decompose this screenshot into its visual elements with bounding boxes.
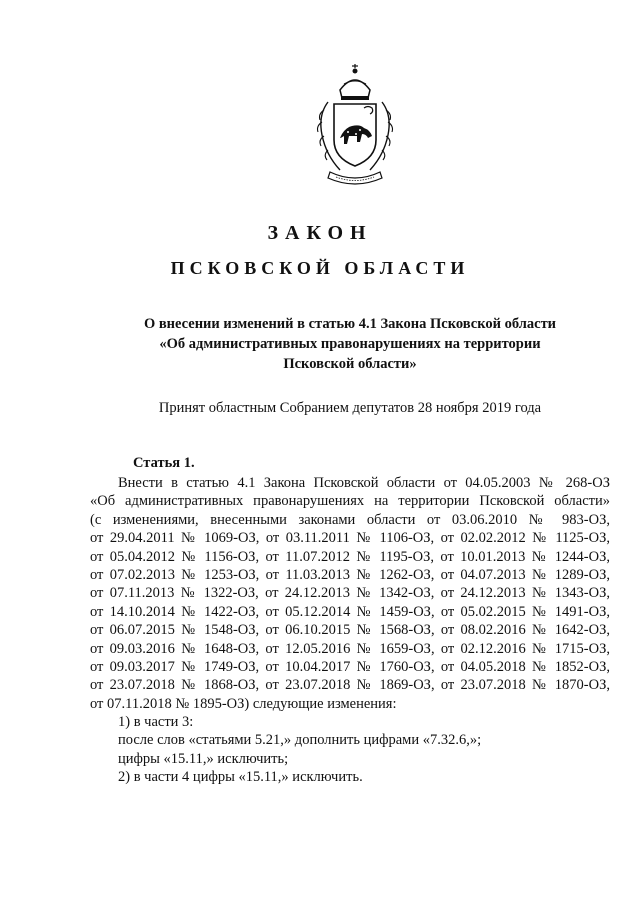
- amendment-item: после слов «статьями 5.21,» дополнить цифрами «7.32.6,»;: [118, 732, 482, 749]
- paragraph-line: (с изменениями, внесенными законами области от 03.06.2010 № 983-ОЗ,: [90, 511, 610, 528]
- amendment-item: 1) в части 3:: [118, 714, 194, 731]
- amendment-item: цифры «15.11,» исключить;: [118, 750, 289, 767]
- paragraph-line: от 09.03.2016 № 1648-ОЗ, от 12.05.2016 № 1659-ОЗ, от 02.12.2016 № 1715-ОЗ,: [90, 640, 610, 657]
- paragraph-line: от 05.04.2012 № 1156-ОЗ, от 11.07.2012 № 1195-ОЗ, от 10.01.2013 № 1244-ОЗ,: [90, 548, 610, 565]
- law-subject: [90, 314, 610, 374]
- paragraph-line: от 07.11.2018 № 1895-ОЗ) следующие изменения:: [90, 695, 397, 712]
- paragraph-line: от 14.10.2014 № 1422-ОЗ, от 05.12.2014 № 1459-ОЗ, от 05.02.2015 № 1491-ОЗ,: [90, 603, 610, 620]
- paragraph-line: от 07.11.2013 № 1322-ОЗ, от 24.12.2013 № 1342-ОЗ, от 24.12.2013 № 1343-ОЗ,: [90, 585, 610, 602]
- paragraph-line: Внести в статью 4.1 Закона Псковской области от 04.05.2003 № 268-ОЗ: [118, 475, 610, 491]
- adoption-note: Принят областным Собранием депутатов 28 ноября 2019 года: [158, 400, 542, 416]
- paragraph-line: от 07.02.2013 № 1253-ОЗ, от 11.03.2013 № 1262-ОЗ, от 04.07.2013 № 1289-ОЗ,: [90, 566, 610, 583]
- subject-line: «Об административных правонарушениях на территории: [159, 336, 541, 352]
- article-heading: Статья 1.: [133, 455, 195, 471]
- paragraph-line: «Об административных правонарушениях на территории Псковской области»: [90, 493, 610, 510]
- amendment-item: 2) в части 4 цифры «15.11,» исключить.: [118, 769, 363, 786]
- subject-line: Псковской области»: [283, 356, 417, 372]
- paragraph-line: от 23.07.2018 № 1868-ОЗ, от 23.07.2018 № 1869-ОЗ, от 23.07.2018 № 1870-ОЗ,: [90, 677, 610, 694]
- paragraph-line: от 06.07.2015 № 1548-ОЗ, от 06.10.2015 № 1568-ОЗ, от 08.02.2016 № 1642-ОЗ,: [90, 622, 610, 639]
- article-body: [90, 474, 610, 787]
- subject-line: О внесении изменений в статью 4.1 Закона Псковской области: [143, 316, 557, 332]
- paragraph-line: от 09.03.2017 № 1749-ОЗ, от 10.04.2017 № 1760-ОЗ, от 04.05.2018 № 1852-ОЗ,: [90, 658, 610, 675]
- pskov-region-coat-of-arms-icon: [300, 60, 410, 190]
- region-title: ПСКОВСКОЙ ОБЛАСТИ: [170, 258, 470, 278]
- law-title: ЗАКОН: [267, 222, 373, 244]
- paragraph-line: от 29.04.2011 № 1069-ОЗ, от 03.11.2011 № 1106-ОЗ, от 02.02.2012 № 1125-ОЗ,: [90, 530, 610, 547]
